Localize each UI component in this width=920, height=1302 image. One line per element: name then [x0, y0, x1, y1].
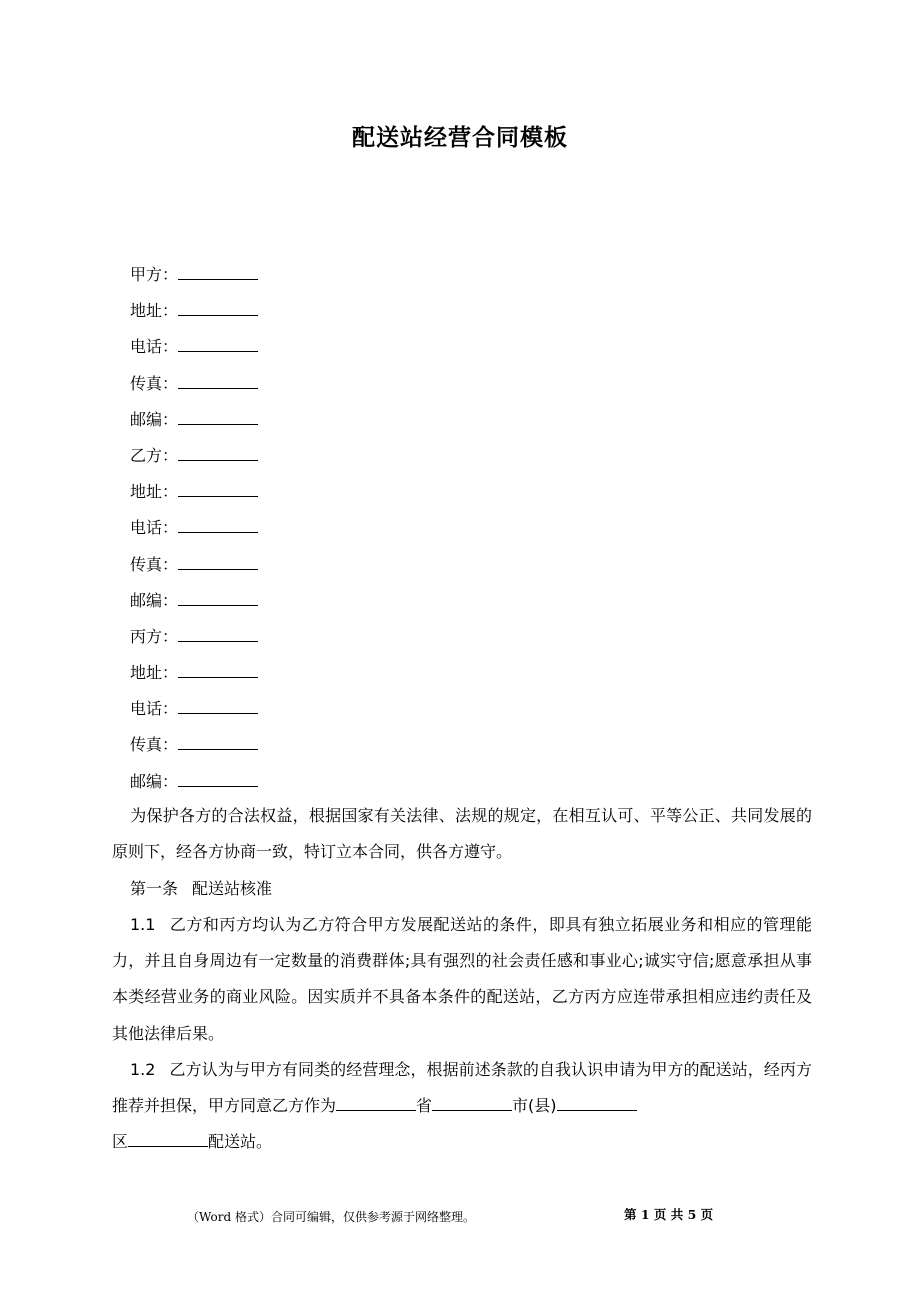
document-title: 配送站经营合同模板	[352, 125, 568, 151]
field-party-b	[130, 443, 258, 479]
field-label: 地址：	[130, 663, 179, 683]
field-address-c	[130, 660, 258, 696]
clause-1-2	[112, 1052, 812, 1161]
field-label: 传真：	[130, 735, 179, 755]
clause-text-end: 配送站。	[208, 1132, 273, 1152]
blank-line	[178, 371, 258, 389]
blank-line	[178, 262, 258, 280]
field-label: 传真：	[130, 554, 179, 574]
field-label: 电话：	[130, 337, 179, 357]
field-label: 传真：	[130, 373, 179, 393]
clause-text: 乙方和丙方均认为乙方符合甲方发展配送站的条件，即具有独立拓展业务和相应的管理能力，并且自身周边有一定数量的消费群体;具有强烈的社会责任感和事业心;诚实守信;愿意承担从事本类经营业务的商业风险。因实质并不具备本条件的配送站，乙方丙方应连带承担相应违约责任及其他法律后果。	[112, 915, 812, 1043]
blank-line	[178, 552, 258, 570]
blank-line	[178, 732, 258, 750]
field-label: 甲方：	[130, 265, 179, 284]
field-phone-a	[130, 334, 258, 370]
clause-number: 1.2	[130, 1060, 156, 1079]
field-fax-a	[130, 371, 258, 407]
province-label: 省	[416, 1096, 433, 1116]
blank-line	[178, 479, 258, 497]
field-address-b	[130, 479, 258, 515]
blank-line	[336, 1093, 416, 1111]
district-label: 区	[112, 1132, 129, 1152]
blank-line	[128, 1129, 208, 1147]
field-label: 地址：	[130, 482, 179, 502]
clause-number: 1.1	[130, 915, 156, 934]
blank-line	[557, 1093, 637, 1111]
field-fax-c	[130, 732, 258, 768]
blank-line	[178, 660, 258, 678]
clause-1-1	[112, 907, 812, 1052]
field-phone-b	[130, 515, 258, 551]
page-number: 第 1 页 共 5 页	[624, 1207, 714, 1222]
blank-line	[178, 769, 258, 787]
party-fields	[130, 262, 258, 805]
article-number: 第一条	[130, 879, 179, 898]
field-address-a	[130, 298, 258, 334]
field-postcode-a	[130, 407, 258, 443]
field-label: 电话：	[130, 699, 179, 719]
field-label: 乙方：	[130, 445, 179, 465]
article-1-heading	[112, 871, 812, 907]
blank-line	[178, 334, 258, 352]
blank-line	[178, 624, 258, 642]
preamble-text: 为保护各方的合法权益，根据国家有关法律、法规的规定，在相互认可、平等公正、共同发展的原则下，经各方协商一致，特订立本合同，供各方遵守。	[112, 806, 812, 862]
field-label: 邮编：	[130, 409, 179, 429]
field-fax-b	[130, 552, 258, 588]
field-label: 地址：	[130, 301, 179, 321]
clause-text: 乙方认为与甲方有同类的经营理念，根据前述条款的自我认识申请为甲方的配送站，经丙方推荐并担保，甲方同意乙方作为	[112, 1060, 812, 1116]
preamble-paragraph	[112, 798, 812, 870]
field-postcode-b	[130, 588, 258, 624]
article-title: 配送站核准	[192, 879, 273, 898]
field-party-c	[130, 624, 258, 660]
field-label: 邮编：	[130, 771, 179, 791]
city-label: 市(县)	[512, 1096, 557, 1116]
field-party-a	[130, 262, 258, 298]
blank-line	[178, 407, 258, 425]
blank-line	[178, 588, 258, 606]
field-label: 丙方：	[130, 626, 179, 646]
field-label: 电话：	[130, 518, 179, 538]
blank-line	[178, 515, 258, 533]
blank-line	[432, 1093, 512, 1111]
field-label: 邮编：	[130, 590, 179, 610]
blank-line	[178, 443, 258, 461]
field-phone-c	[130, 696, 258, 732]
footer-note: （Word 格式）合同可编辑，仅供参考源于网络整理。	[187, 1210, 475, 1224]
blank-line	[178, 298, 258, 316]
blank-line	[178, 696, 258, 714]
